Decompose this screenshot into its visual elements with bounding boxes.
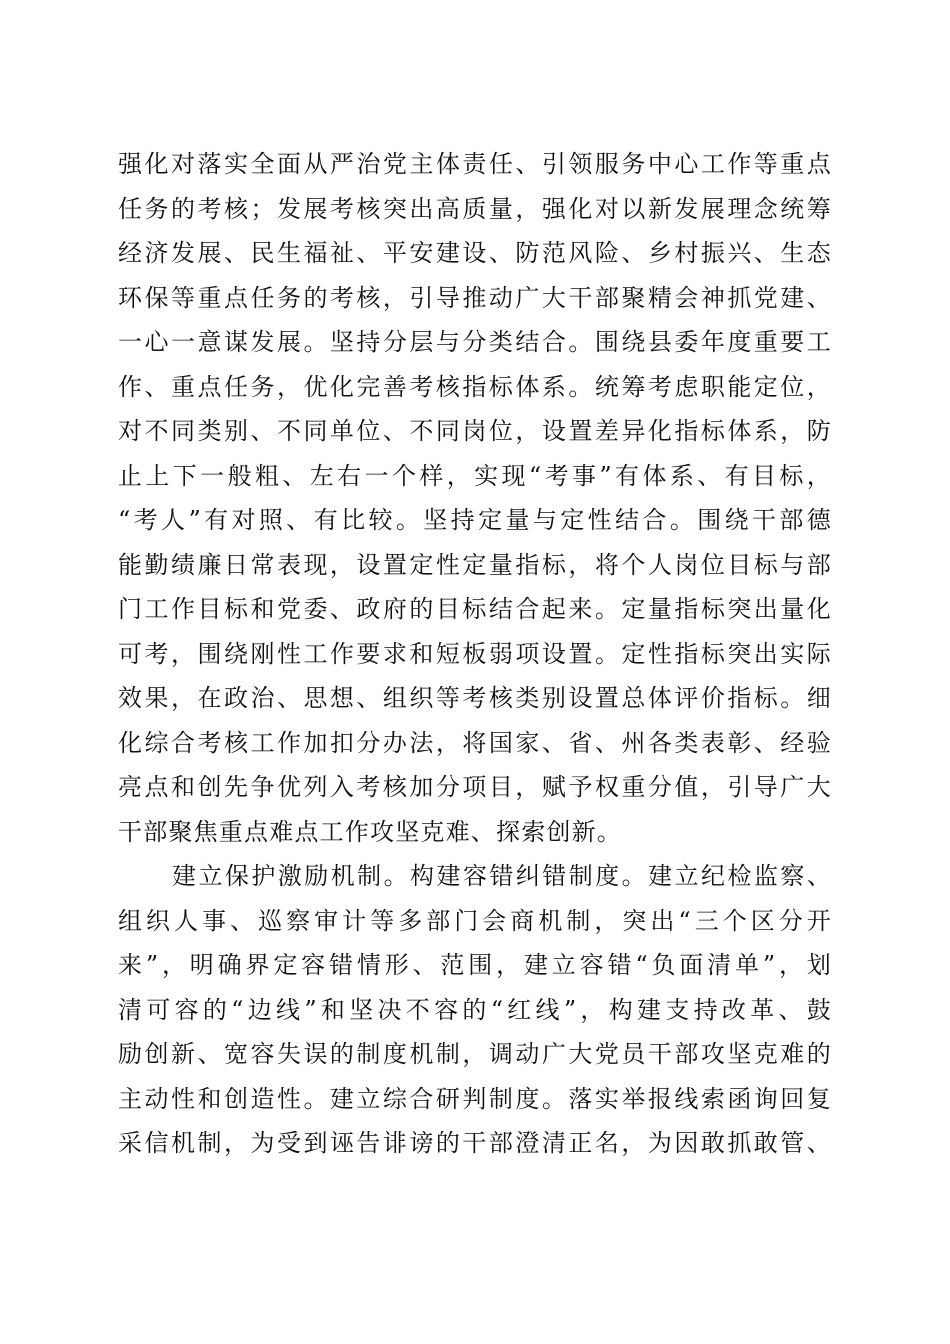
text-line: 环保等重点任务的考核，引导推动广大干部聚精会神抓党建、	[118, 283, 832, 312]
text-line: 对不同类别、不同单位、不同岗位，设置差异化指标体系，防	[118, 417, 832, 445]
text-line: 清可容的“边线”和坚决不容的“红线”，构建支持改革、鼓	[118, 995, 832, 1024]
text-line: 门工作目标和党委、政府的目标结合起来。定量指标突出量化	[118, 595, 832, 623]
text-line: 效果，在政治、思想、组织等考核类别设置总体评价指标。细	[118, 684, 832, 712]
text-line: 作、重点任务，优化完善考核指标体系。统筹考虑职能定位，	[118, 372, 832, 401]
text-line: 强化对落实全面从严治党主体责任、引领服务中心工作等重点	[118, 150, 832, 178]
text-line: 主动性和创造性。建立综合研判制度。落实举报线索函询回复	[118, 1084, 832, 1113]
text-line: “考人”有对照、有比较。坚持定量与定性结合。围绕干部德	[118, 506, 832, 534]
text-line: 任务的考核；发展考核突出高质量，强化对以新发展理念统筹	[118, 194, 832, 223]
text-line: 励创新、宽容失误的制度机制，调动广大党员干部攻坚克难的	[118, 1040, 832, 1068]
text-line: 干部聚焦重点难点工作攻坚克难、探索创新。	[118, 817, 622, 846]
text-line: 经济发展、民生福祉、平安建设、防范风险、乡村振兴、生态	[118, 239, 832, 267]
document-body	[118, 142, 832, 1166]
text-line: 能勤绩廉日常表现，设置定性定量指标，将个人岗位目标与部	[118, 550, 832, 579]
text-line: 亮点和创先争优列入考核加分项目，赋予权重分值，引导广大	[118, 773, 832, 801]
text-line: 组织人事、巡察审计等多部门会商机制，突出“三个区分开	[118, 906, 832, 935]
text-line: 建立保护激励机制。构建容错纠错制度。建立纪检监察、	[172, 862, 832, 890]
paragraph-2	[118, 854, 832, 1166]
text-line: 来”，明确界定容错情形、范围，建立容错“负面清单”，划	[118, 951, 832, 979]
text-line: 采信机制，为受到诬告诽谤的干部澄清正名，为因敢抓敢管、	[118, 1129, 832, 1157]
text-line: 化综合考核工作加扣分办法，将国家、省、州各类表彰、经验	[118, 728, 832, 757]
text-line: 止上下一般粗、左右一个样，实现“考事”有体系、有目标，	[118, 461, 832, 490]
text-line: 一心一意谋发展。坚持分层与分类结合。围绕县委年度重要工	[118, 328, 832, 356]
paragraph-1	[118, 142, 832, 854]
text-line: 可考，围绕刚性工作要求和短板弱项设置。定性指标突出实际	[118, 639, 832, 668]
